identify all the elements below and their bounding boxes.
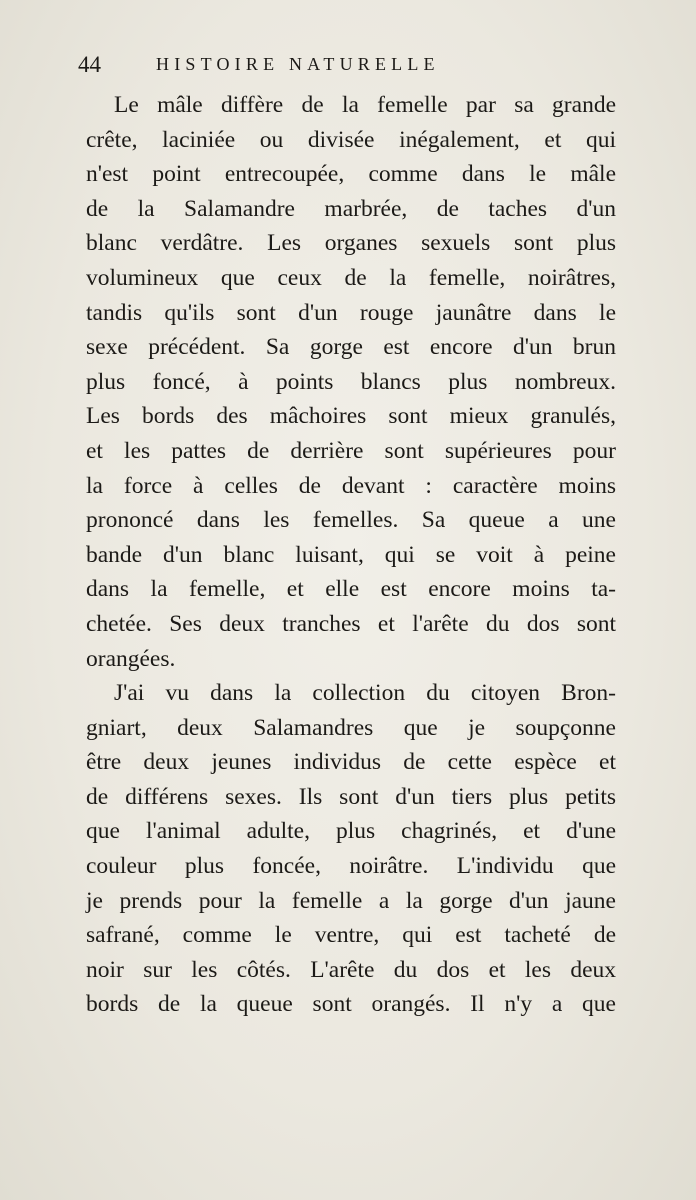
text-line: crête, laciniée ou divisée inégalement, et qui: [86, 126, 616, 153]
text-line: J'ai vu dans la collection du citoyen Bron-: [114, 680, 616, 707]
body-text: [86, 88, 616, 1022]
text-line: Les bords des mâchoires sont mieux granulés,: [86, 403, 616, 430]
text-line: noir sur les côtés. L'arête du dos et les deux: [86, 956, 616, 983]
running-title: HISTOIRE NATURELLE: [156, 54, 440, 74]
text-line: safrané, comme le ventre, qui est tacheté de: [86, 922, 616, 949]
text-line: plus foncé, à points blancs plus nombreux.: [86, 368, 616, 395]
text-line: bande d'un blanc luisant, qui se voit à peine: [86, 541, 616, 568]
text-line: dans la femelle, et elle est encore moins ta-: [86, 576, 616, 603]
text-line: blanc verdâtre. Les organes sexuels sont plus: [86, 230, 616, 257]
text-line: chetée. Ses deux tranches et l'arête du dos sont: [86, 610, 616, 637]
text-line: tandis qu'ils sont d'un rouge jaunâtre dans le: [86, 299, 616, 326]
page-number: 44: [78, 52, 101, 77]
text-line: n'est point entrecoupée, comme dans le mâle: [86, 161, 616, 188]
text-line: gniart, deux Salamandres que je soupçonne: [86, 714, 616, 741]
text-line: de différens sexes. Ils sont d'un tiers plus petits: [86, 783, 616, 810]
text-line: Le mâle diffère de la femelle par sa grande: [114, 92, 616, 118]
page-header: [78, 52, 548, 82]
text-line: et les pattes de derrière sont supérieures pour: [86, 437, 616, 464]
text-line: volumineux que ceux de la femelle, noirâtres,: [86, 264, 616, 291]
text-line: orangées.: [86, 645, 176, 672]
text-line: de la Salamandre marbrée, de taches d'un: [86, 195, 616, 222]
text-line: que l'animal adulte, plus chagrinés, et d'une: [86, 818, 616, 845]
text-line: la force à celles de devant : caractère moins: [86, 472, 616, 499]
text-line: sexe précédent. Sa gorge est encore d'un brun: [86, 334, 616, 361]
text-line: je prends pour la femelle a la gorge d'un jaune: [86, 887, 616, 914]
text-line: prononcé dans les femelles. Sa queue a une: [86, 507, 616, 534]
text-line: bords de la queue sont orangés. Il n'y a que: [86, 991, 616, 1018]
text-line: être deux jeunes individus de cette espèce et: [86, 749, 616, 776]
text-line: couleur plus foncée, noirâtre. L'individu que: [86, 853, 616, 880]
